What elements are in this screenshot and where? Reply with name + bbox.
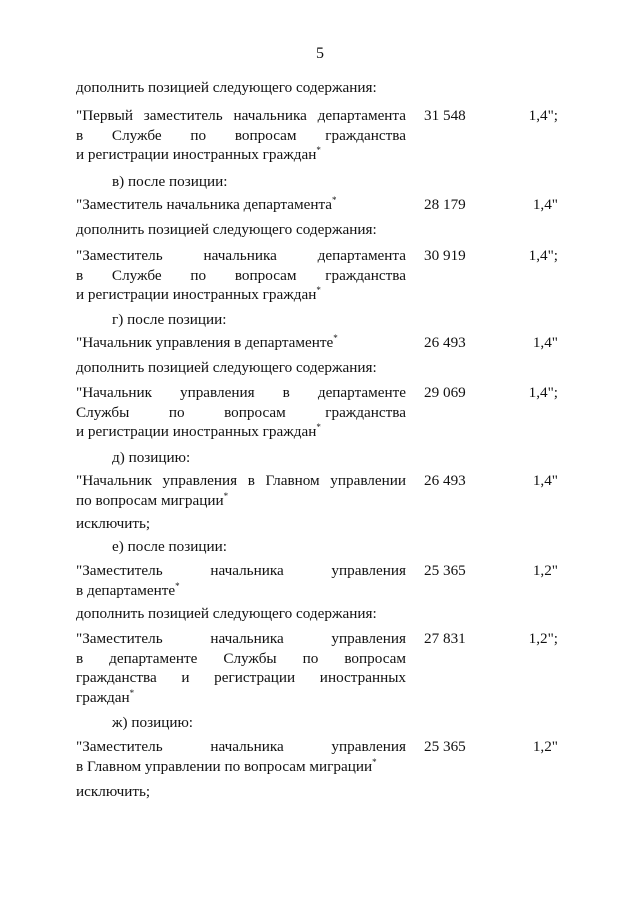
instruction-text: исключить;: [76, 515, 151, 532]
entry-line: в департаменте*: [76, 580, 180, 599]
coefficient-value: 1,4";: [528, 247, 558, 264]
salary-value: 29 069: [424, 384, 466, 401]
salary-value: 28 179: [424, 196, 466, 213]
subsection-heading: е) после позиции:: [112, 538, 228, 555]
coefficient-value: 1,4": [532, 472, 558, 489]
page-number: 5: [316, 45, 324, 62]
entry-line: "Заместитель начальника управления: [76, 562, 406, 579]
position-entry: [76, 737, 406, 776]
entry-line: в Службе по вопросам гражданства: [76, 266, 406, 284]
coefficient-value: 1,4";: [528, 107, 558, 124]
subsection-heading: г) после позиции:: [112, 311, 227, 328]
position-entry: [76, 471, 406, 510]
entry-line: и регистрации иностранных граждан*: [76, 285, 321, 304]
entry-line: "Начальник управления в Главном управлении: [76, 472, 406, 489]
salary-value: 31 548: [424, 107, 466, 124]
coefficient-value: 1,4": [532, 334, 558, 351]
entry-line: Службы по вопросам гражданства: [76, 403, 406, 421]
subsection-heading: ж) позицию:: [112, 714, 194, 731]
entry-line: "Заместитель начальника управления: [76, 738, 406, 755]
entry-line: гражданства и регистрации иностранных: [76, 669, 406, 687]
position-entry: [76, 561, 406, 600]
entry-line: "Заместитель начальника управления: [76, 630, 406, 647]
position-entry: [76, 106, 406, 165]
entry-line: и регистрации иностранных граждан*: [76, 145, 321, 164]
entry-line: по вопросам миграции*: [76, 490, 229, 509]
position-entry: [76, 383, 406, 442]
entry-line: в Главном управлении по вопросам миграции*: [76, 756, 377, 775]
position-entry: [76, 246, 406, 305]
entry-line: и регистрации иностранных граждан*: [76, 422, 321, 441]
entry-line: "Заместитель начальника департамента*: [76, 195, 337, 213]
position-entry: [76, 629, 406, 707]
instruction-text: дополнить позицией следующего содержания:: [76, 605, 377, 622]
coefficient-value: 1,4";: [528, 384, 558, 401]
entry-line: граждан*: [76, 687, 135, 706]
salary-value: 30 919: [424, 247, 466, 264]
salary-value: 26 493: [424, 334, 466, 351]
salary-value: 27 831: [424, 630, 466, 647]
position-entry: [76, 195, 406, 215]
subsection-heading: д) позицию:: [112, 449, 191, 466]
coefficient-value: 1,2";: [528, 630, 558, 647]
instruction-text: дополнить позицией следующего содержания:: [76, 79, 377, 96]
entry-line: "Заместитель начальника департамента: [76, 247, 406, 264]
entry-line: "Начальник управления в департаменте: [76, 384, 406, 401]
coefficient-value: 1,4": [532, 196, 558, 213]
salary-value: 25 365: [424, 562, 466, 579]
instruction-text: дополнить позицией следующего содержания:: [76, 221, 377, 238]
instruction-text: дополнить позицией следующего содержания:: [76, 359, 377, 376]
position-entry: [76, 333, 406, 353]
instruction-text: исключить;: [76, 783, 151, 800]
entry-line: "Начальник управления в департаменте*: [76, 333, 338, 351]
salary-value: 26 493: [424, 472, 466, 489]
subsection-heading: в) после позиции:: [112, 173, 228, 190]
entry-line: в Службе по вопросам гражданства: [76, 126, 406, 144]
coefficient-value: 1,2": [532, 738, 558, 755]
coefficient-value: 1,2": [532, 562, 558, 579]
salary-value: 25 365: [424, 738, 466, 755]
entry-line: "Первый заместитель начальника департамента: [76, 107, 406, 124]
entry-line: в департаменте Службы по вопросам: [76, 649, 406, 667]
